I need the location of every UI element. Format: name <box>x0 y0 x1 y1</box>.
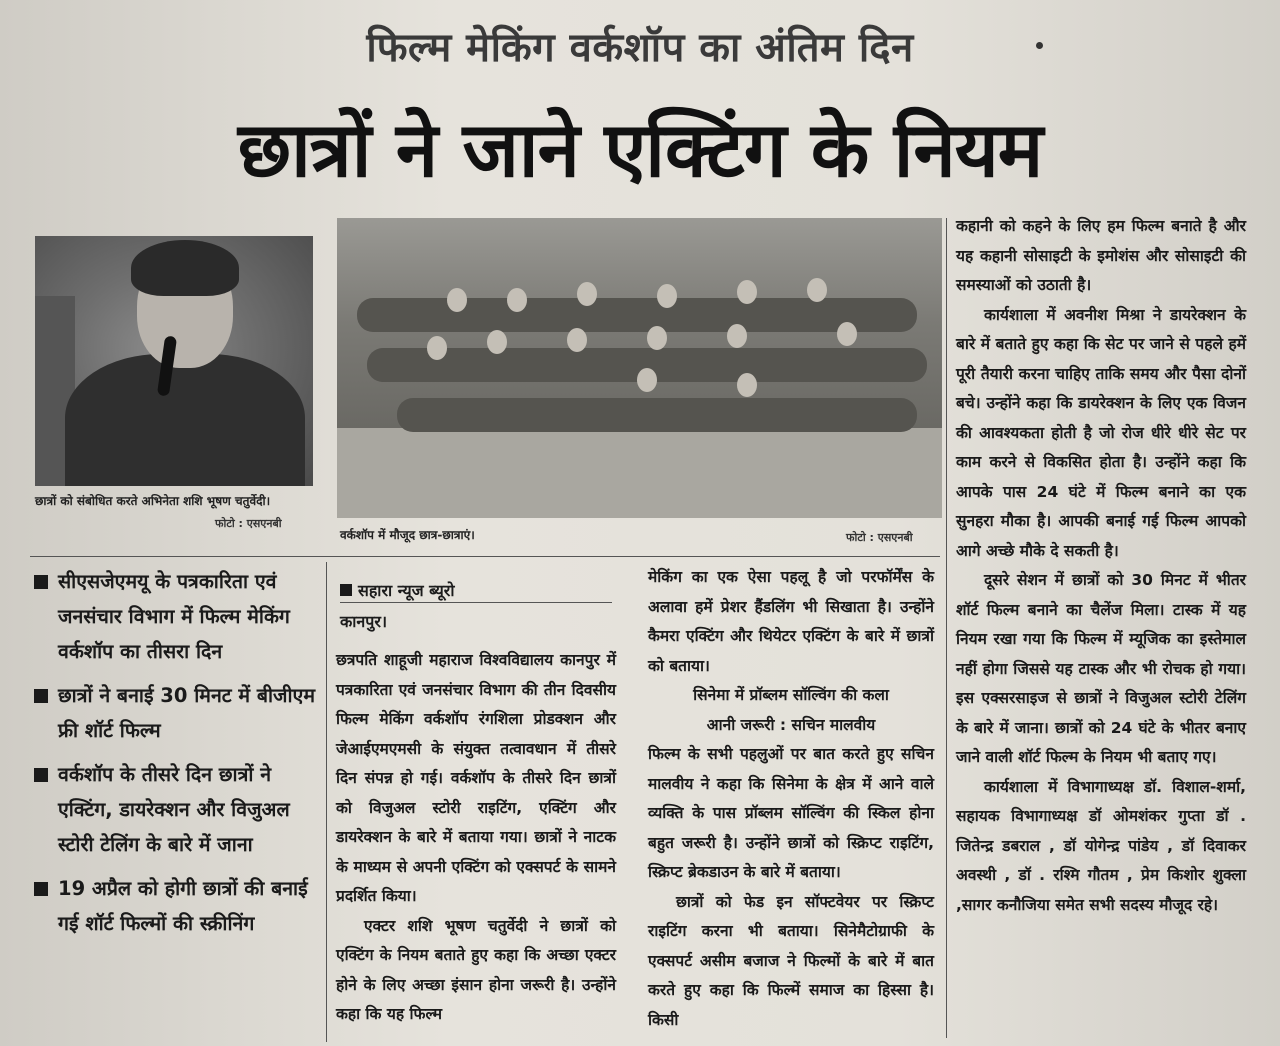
speaker-photo <box>35 236 313 486</box>
kicker-headline: फिल्म मेकिंग वर्कशॉप का अंतिम दिन <box>366 25 914 71</box>
byline: सहारा न्यूज ब्यूरो <box>340 579 455 601</box>
highlight-item: वर्कशॉप के तीसरे दिन छात्रों ने एक्टिंग, डायरेक्शन और विजुअल स्टोरी टेलिंग के बारे में जाना <box>34 757 324 862</box>
article-column-3: मेकिंग का एक ऐसा पहलू है जो परफॉर्मेंस के अलावा हमें प्रेशर हैंडलिंग भी सिखाता है। उन्होंने कैमरा एक्टिंग और थियेटर एक्टिंग के बारे में छात्रों को बताया। सिनेमा में प्रॉब्लम सॉल्विंग की कला आनी जरूरी : सचिन मालवीय फिल्म के सभी पहलुओं पर बात करते हुए सचिन मालवीय ने कहा कि सिनेमा के क्षेत्र में आने वाले व्यक्ति के पास प्रॉब्लम सॉल्विंग की स्किल होना बहुत जरूरी है। उन्होंने छात्रों को स्क्रिप्ट राइटिंग, स्क्रिप्ट ब्रेकडाउन के बारे में बताया। छात्रों को फेड इन सॉफ्टवेयर पर स्क्रिप्ट राइटिंग करना भी बताया। सिनेमैटोग्राफी के एक्सपर्ट असीम बजाज ने फिल्मों के बारे में बात करते हुए कहा कि फिल्में समाज का हिस्सा है। किसी <box>648 568 934 1029</box>
divider <box>340 602 612 603</box>
speaker-photo-caption: छात्रों को संबोधित करते अभिनेता शशि भूषण चतुर्वेदी। <box>35 494 271 508</box>
subheading: आनी जरूरी : सचिन मालवीय <box>706 715 876 734</box>
bullet-icon <box>34 689 48 703</box>
article-column-4: कहानी को कहने के लिए हम फिल्म बनाते है और यह कहानी सोसाइटी के इमोशंस और सोसाइटी की समस्याओं को उठाती है। कार्यशाला में अवनीश मिश्रा ने डायरेक्शन के बारे में बताते हुए कहा कि सेट पर जाने से पहले हमें पूरी तैयारी करना चाहिए ताकि समय और पैसा दोनों बचे। उन्होंने कहा कि डायरेक्शन के लिए एक विजन की आवश्यकता होती है जो रोज धीरे धीरे सेट पर काम करने से विकसित होता है। उन्होंने कहा कि आपके पास 24 घंटे में फिल्म बनाने का एक सुनहरा मौका है। आपकी बनाई गई फिल्म आपको आगे अच्छे मौके दे सकती है। दूसरे सेशन में छात्रों को 30 मिनट में भीतर शॉर्ट फिल्म बनाने का चैलेंज मिला। टास्क में यह नियम रखा गया कि फिल्म में म्यूजिक का इस्तेमाल नहीं होगा जिससे यह टास्क और भी रोचक हो गया। इस एक्सरसाइज से छात्रों ने विजुअल स्टोरी टेलिंग के बारे में जाना। छात्रों को 24 घंटे के भीतर बनाए जाने वाली शॉर्ट फिल्म के नियम भी बताए गए। कार्यशाला में विभागाध्यक्ष डॉ. विशाल-शर्मा, सहायक विभागाध्यक्ष डॉ ओमशंकर गुप्ता डॉ . जितेन्द्र डबराल , डॉ योगेन्द्र पांडेय , डॉ दिवाकर अवस्थी , डॉ . रश्मि गौतम , प्रेम किशोर शुक्ला ,सागर कनौजिया समेत सभी सदस्य मौजूद रहे। <box>956 217 1246 914</box>
bullet-icon <box>34 768 48 782</box>
article-column-2: छत्रपति शाहूजी महाराज विश्वविद्यालय कानपुर में पत्रकारिता एवं जनसंचार विभाग की तीन दिवसीय फिल्म मेकिंग वर्कशॉप रंगशिला प्रोडक्शन और जेआईएमएमसी के संयुक्त तत्वावधान में तीसरे दिन संपन्न हो गई। वर्कशॉप के तीसरे दिन छात्रों को विजुअल स्टोरी राइटिंग, एक्टिंग और डायरेक्शन के बारे में बताया गया। छात्रों ने नाटक के माध्यम से अपनी एक्टिंग को एक्सपर्ट के सामने प्रदर्शित किया। एक्टर शशि भूषण चतुर्वेदी ने छात्रों को एक्टिंग के नियम बताते हुए कहा कि अच्छा एक्टर होने के लिए अच्छा इंसान होना जरूरी है। उन्होंने कहा कि यह फिल्म <box>336 651 616 1023</box>
subheading: सिनेमा में प्रॉब्लम सॉल्विंग की कला <box>693 686 889 704</box>
bullet-icon <box>340 584 352 596</box>
audience-photo-caption: वर्कशॉप में मौजूद छात्र-छात्राएं। <box>340 528 475 542</box>
speaker-photo-credit: फोटो : एसएनबी <box>215 517 282 530</box>
divider <box>946 218 947 1038</box>
highlight-item: सीएसजेएमयू के पत्रकारिता एवं जनसंचार विभाग में फिल्म मेकिंग वर्कशॉप का तीसरा दिन <box>34 564 324 669</box>
bullet-icon <box>34 882 48 896</box>
divider <box>326 562 327 1042</box>
highlights-box <box>34 564 324 950</box>
highlight-item: छात्रों ने बनाई 30 मिनट में बीजीएम फ्री शॉर्ट फिल्म <box>34 678 324 748</box>
audience-photo <box>337 218 942 518</box>
highlight-item: 19 अप्रैल को होगी छात्रों की बनाई गई शॉर्ट फिल्मों की स्क्रीनिंग <box>34 871 324 941</box>
dateline: कानपुर। <box>340 612 388 631</box>
audience-photo-credit: फोटो : एसएनबी <box>846 531 913 544</box>
decorative-dot <box>1036 42 1043 49</box>
bullet-icon <box>34 575 48 589</box>
main-headline: छात्रों ने जाने एक्टिंग के नियम <box>237 105 1043 194</box>
divider <box>30 556 940 557</box>
